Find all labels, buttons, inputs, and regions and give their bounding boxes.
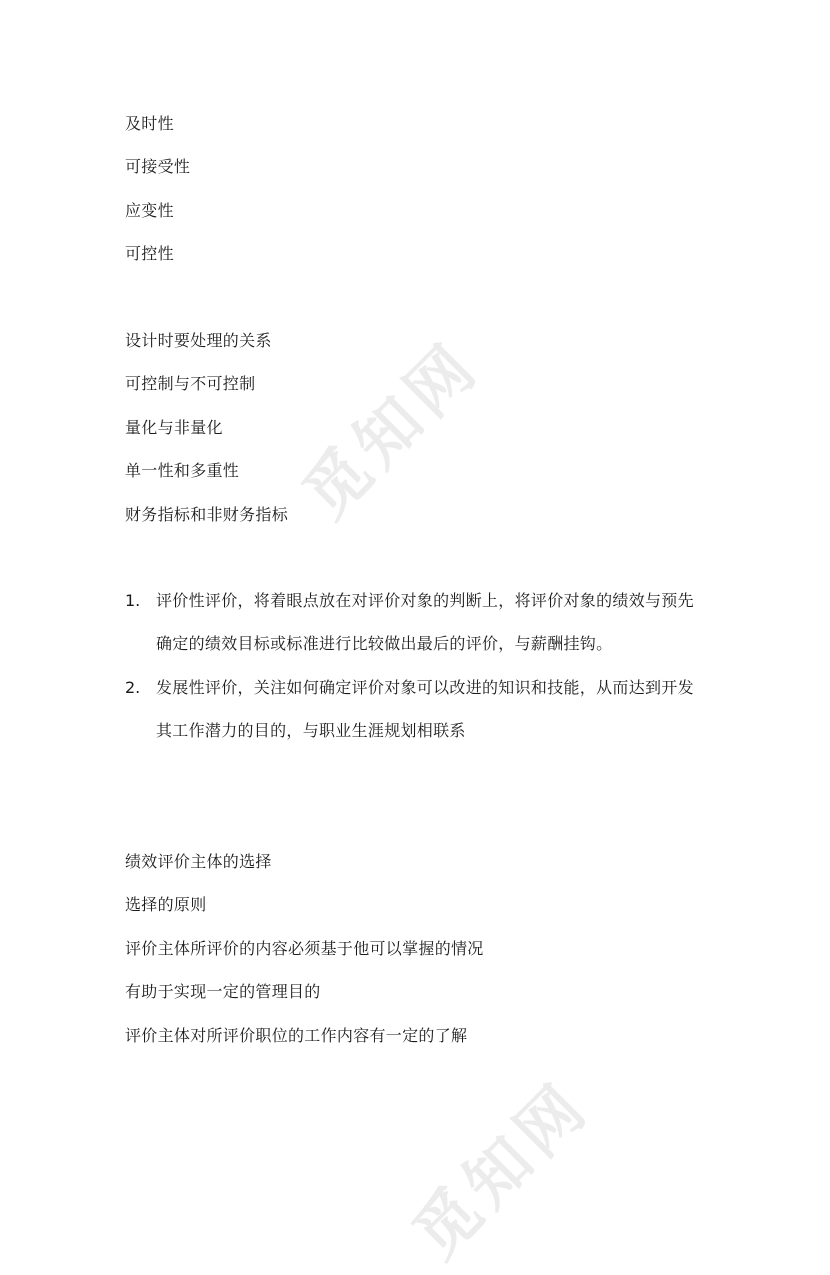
list-number: 2. [125,678,141,697]
list-item: 财务指标和非财务指标 [125,505,289,524]
list-item: 量化与非量化 [125,418,223,437]
numbered-item-line: 确定的绩效目标或标准进行比较做出最后的评价，与薪酬挂钩。 [156,634,613,653]
list-item: 单一性和多重性 [125,461,240,480]
section-heading: 绩效评价主体的选择 [125,852,272,871]
list-item: 评价主体对所评价职位的工作内容有一定的了解 [125,1026,468,1045]
list-number: 1. [125,591,141,610]
watermark: 觅知网 [289,327,495,533]
list-item: 应变性 [125,201,174,220]
list-item: 评价主体所评价的内容必须基于他可以掌握的情况 [125,939,484,958]
list-item: 有助于实现一定的管理目的 [125,982,321,1001]
numbered-item-line: 评价性评价，将着眼点放在对评价对象的判断上，将评价对象的绩效与预先 [156,591,694,610]
list-item: 可控制与不可控制 [125,374,256,393]
list-item: 可控性 [125,244,174,263]
numbered-item-line: 发展性评价，关注如何确定评价对象可以改进的知识和技能，从而达到开发 [156,678,694,697]
section-heading: 设计时要处理的关系 [125,331,272,350]
numbered-item-line: 其工作潜力的目的，与职业生涯规划相联系 [156,721,466,740]
list-item: 及时性 [125,114,174,133]
watermark-bottom: 觅知网 [399,1067,605,1273]
section-subheading: 选择的原则 [125,895,207,914]
list-item: 可接受性 [125,157,191,176]
